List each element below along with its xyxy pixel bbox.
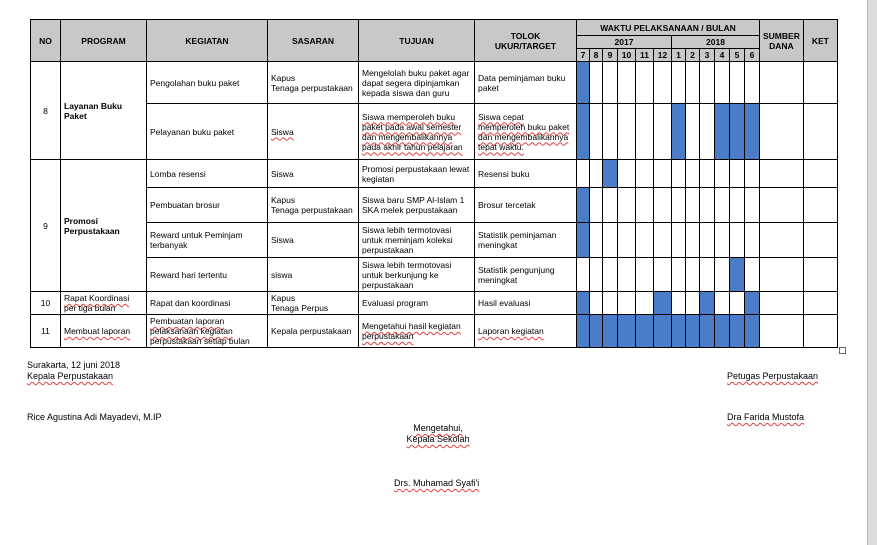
month-cell-active <box>603 160 618 188</box>
tujuan-cell: Siswa lebih termotovasi untuk meminjam koleksi perpustakaan <box>359 223 475 258</box>
kegiatan-cell: Rapat dan koordinasi <box>147 292 268 315</box>
month-header: 1 <box>672 49 686 62</box>
month-cell-active <box>700 292 715 315</box>
month-cell <box>745 258 760 292</box>
sasaran-cell: Siswa <box>268 104 359 160</box>
month-cell-active <box>745 292 760 315</box>
month-cell-active <box>590 315 603 348</box>
month-header: 12 <box>654 49 672 62</box>
month-cell <box>654 160 672 188</box>
sumber-dana-cell <box>760 223 804 258</box>
target-cell: Hasil evaluasi <box>475 292 577 315</box>
target-cell: Siswa cepat memperoleh buku paket dan mengembalikannya tepat waktu. <box>475 104 577 160</box>
tujuan-cell: Promosi perpustakaan lewat kegiatan <box>359 160 475 188</box>
month-cell-active <box>745 315 760 348</box>
schedule-table <box>30 19 838 348</box>
month-cell-active <box>618 315 636 348</box>
header-tolok-line1: TOLOK <box>510 30 541 41</box>
tujuan-cell: Evaluasi program <box>359 292 475 315</box>
month-cell <box>603 62 618 104</box>
kegiatan-cell: Pembuatan laporan pelaksanaan kegiatan perpustakaan setiap bulan <box>147 315 268 348</box>
month-cell <box>603 104 618 160</box>
month-cell-active <box>577 223 590 258</box>
ket-cell <box>803 104 837 160</box>
month-cell <box>636 223 654 258</box>
row-number: 9 <box>31 160 61 292</box>
sasaran-cell: Siswa <box>268 223 359 258</box>
sumber-dana-cell <box>760 292 804 315</box>
ket-cell <box>803 62 837 104</box>
mengetahui-label: Mengetahui, <box>413 423 463 433</box>
header-year-2017: 2017 <box>577 36 672 49</box>
month-header: 2 <box>686 49 700 62</box>
month-header: 4 <box>715 49 730 62</box>
ket-cell <box>803 292 837 315</box>
place-date: Surakarta, 12 juni 2018 <box>27 360 121 370</box>
month-cell <box>590 292 603 315</box>
header-no: NO <box>31 20 61 62</box>
sumber-dana-cell <box>760 62 804 104</box>
month-cell <box>636 292 654 315</box>
month-cell <box>636 104 654 160</box>
month-cell-active <box>654 315 672 348</box>
left-signatory-name: Rice Agustina Adi Mayadevi, M.IP <box>27 412 162 422</box>
month-cell <box>603 292 618 315</box>
month-cell <box>672 223 686 258</box>
month-cell <box>700 188 715 223</box>
month-cell <box>636 62 654 104</box>
tujuan-cell: Siswa baru SMP Al-Islam 1 SKA melek perpustakaan <box>359 188 475 223</box>
month-cell <box>715 292 730 315</box>
tujuan-cell: Siswa lebih termotovasi untuk berkunjung ke perpustakaan <box>359 258 475 292</box>
month-cell-active <box>715 104 730 160</box>
month-cell <box>654 223 672 258</box>
target-cell: Brosur tercetak <box>475 188 577 223</box>
month-cell-active <box>730 315 745 348</box>
month-cell <box>654 188 672 223</box>
month-cell <box>686 292 700 315</box>
month-cell-active <box>636 315 654 348</box>
month-cell-active <box>577 315 590 348</box>
month-cell <box>715 160 730 188</box>
month-cell <box>590 188 603 223</box>
month-cell <box>618 188 636 223</box>
month-cell <box>636 258 654 292</box>
month-cell <box>618 292 636 315</box>
month-cell-active <box>577 62 590 104</box>
table-row <box>31 160 838 188</box>
row-number: 11 <box>31 315 61 348</box>
month-cell <box>730 292 745 315</box>
month-cell-active <box>577 104 590 160</box>
month-cell <box>618 258 636 292</box>
sasaran-cell: siswa <box>268 258 359 292</box>
tujuan-cell: Mengetahui hasil kegiatan perpustakaan <box>359 315 475 348</box>
month-cell <box>654 104 672 160</box>
sasaran-cell: Kapus Tenaga perpustakaan <box>268 62 359 104</box>
table-resize-handle[interactable] <box>839 347 846 354</box>
month-cell-active <box>700 315 715 348</box>
program-cell: Membuat laporan <box>61 315 147 348</box>
ket-cell <box>803 188 837 223</box>
table-row <box>31 258 838 292</box>
header-year-2018: 2018 <box>672 36 760 49</box>
table-row <box>31 315 838 348</box>
month-cell <box>715 62 730 104</box>
program-cell: Layanan Buku Paket <box>61 62 147 160</box>
month-cell <box>745 188 760 223</box>
sumber-dana-cell <box>760 104 804 160</box>
program-cell: Promosi Perpustakaan <box>61 160 147 292</box>
month-cell <box>715 188 730 223</box>
ket-cell <box>803 258 837 292</box>
month-header: 6 <box>745 49 760 62</box>
month-cell-active <box>730 258 745 292</box>
month-cell-active <box>686 315 700 348</box>
header-tolok-ukur <box>475 20 577 62</box>
month-cell-active <box>577 188 590 223</box>
kepala-sekolah-name: Drs. Muhamad Syafi'i <box>394 478 480 488</box>
header-sasaran: SASARAN <box>268 20 359 62</box>
sasaran-cell: Kapus Tenaga perpustakaan <box>268 188 359 223</box>
ket-cell <box>803 223 837 258</box>
row-number: 10 <box>31 292 61 315</box>
month-cell-active <box>654 292 672 315</box>
program-cell: Rapat Koordinasi per tiga bulan <box>61 292 147 315</box>
month-cell <box>577 258 590 292</box>
month-cell <box>636 160 654 188</box>
header-sumber-line2: DANA <box>769 40 794 51</box>
month-cell <box>590 258 603 292</box>
month-cell <box>686 258 700 292</box>
month-cell-active <box>730 104 745 160</box>
table-row <box>31 223 838 258</box>
month-cell-active <box>672 315 686 348</box>
month-header: 7 <box>577 49 590 62</box>
sumber-dana-cell <box>760 160 804 188</box>
kegiatan-cell: Reward hari tertentu <box>147 258 268 292</box>
month-cell-active <box>603 315 618 348</box>
month-cell <box>672 188 686 223</box>
month-cell <box>577 160 590 188</box>
month-header: 3 <box>700 49 715 62</box>
month-cell <box>590 160 603 188</box>
month-cell <box>700 104 715 160</box>
month-cell <box>715 258 730 292</box>
header-tolok-line2: UKUR/TARGET <box>494 40 557 51</box>
target-cell: Statistik peminjaman meningkat <box>475 223 577 258</box>
page-edge-scrollbar[interactable] <box>867 0 877 545</box>
tujuan-cell: Siswa memperoleh buku paket pada awal semester dan mengembalikannya pada akhir tahun pelajaran <box>359 104 475 160</box>
ket-cell <box>803 315 837 348</box>
kegiatan-cell: Lomba resensi <box>147 160 268 188</box>
month-header: 11 <box>636 49 654 62</box>
month-cell <box>686 223 700 258</box>
month-cell <box>636 188 654 223</box>
kegiatan-cell: Pembuatan brosur <box>147 188 268 223</box>
target-cell: Laporan kegiatan <box>475 315 577 348</box>
month-cell <box>603 223 618 258</box>
header-sumber-line1: SUMBER <box>763 30 800 41</box>
header-kegiatan: KEGIATAN <box>147 20 268 62</box>
month-cell <box>745 160 760 188</box>
month-cell <box>745 223 760 258</box>
month-cell <box>672 292 686 315</box>
month-cell <box>686 188 700 223</box>
header-waktu: WAKTU PELAKSANAAN / BULAN <box>577 20 760 36</box>
header-ket: KET <box>803 20 837 62</box>
header-program: PROGRAM <box>61 20 147 62</box>
month-cell <box>654 62 672 104</box>
ket-cell <box>803 160 837 188</box>
month-cell <box>700 223 715 258</box>
table-row <box>31 292 838 315</box>
month-cell-active <box>745 104 760 160</box>
right-signatory-name: Dra Farida Mustofa <box>727 412 805 422</box>
month-cell <box>618 223 636 258</box>
tujuan-cell: Mengelolah buku paket agar dapat segera dipinjamkan kepada siswa dan guru <box>359 62 475 104</box>
target-cell: Data peminjaman buku paket <box>475 62 577 104</box>
table-row <box>31 104 838 160</box>
month-cell <box>730 188 745 223</box>
month-cell-active <box>715 315 730 348</box>
kegiatan-cell: Pelayanan buku paket <box>147 104 268 160</box>
month-header: 5 <box>730 49 745 62</box>
month-cell <box>700 62 715 104</box>
month-header: 8 <box>590 49 603 62</box>
sasaran-cell: Kapus Tenaga Perpus <box>268 292 359 315</box>
kepala-sekolah-title: Kepala Sekolah <box>406 434 470 444</box>
month-cell <box>672 160 686 188</box>
right-signatory-title: Petugas Perpustakaan <box>727 371 819 381</box>
target-cell: Statistik pengunjung meningkat <box>475 258 577 292</box>
month-cell <box>700 160 715 188</box>
month-cell <box>730 223 745 258</box>
month-cell <box>654 258 672 292</box>
month-cell <box>590 104 603 160</box>
month-header: 10 <box>618 49 636 62</box>
month-cell <box>618 104 636 160</box>
month-header: 9 <box>603 49 618 62</box>
month-cell <box>603 258 618 292</box>
header-sumber-dana <box>760 20 804 62</box>
target-cell: Resensi buku <box>475 160 577 188</box>
sumber-dana-cell <box>760 188 804 223</box>
table-row <box>31 188 838 223</box>
sumber-dana-cell <box>760 315 804 348</box>
kegiatan-cell: Pengolahan buku paket <box>147 62 268 104</box>
header-tujuan: TUJUAN <box>359 20 475 62</box>
month-cell <box>745 62 760 104</box>
month-cell <box>590 223 603 258</box>
month-cell <box>730 62 745 104</box>
month-cell <box>686 104 700 160</box>
month-cell <box>672 62 686 104</box>
month-cell <box>686 62 700 104</box>
sumber-dana-cell <box>760 258 804 292</box>
month-cell <box>590 62 603 104</box>
sasaran-cell: Siswa <box>268 160 359 188</box>
kegiatan-cell: Reward untuk Peminjam terbanyak <box>147 223 268 258</box>
month-cell <box>618 160 636 188</box>
row-number: 8 <box>31 62 61 160</box>
table-row <box>31 62 838 104</box>
sasaran-cell: Kepala perpustakaan <box>268 315 359 348</box>
month-cell <box>618 62 636 104</box>
month-cell <box>603 188 618 223</box>
month-cell <box>686 160 700 188</box>
left-signatory-title: Kepala Perpustakaan <box>27 371 114 381</box>
month-cell <box>730 160 745 188</box>
month-cell-active <box>672 104 686 160</box>
month-cell <box>700 258 715 292</box>
month-cell <box>672 258 686 292</box>
month-cell-active <box>577 292 590 315</box>
month-cell <box>715 223 730 258</box>
